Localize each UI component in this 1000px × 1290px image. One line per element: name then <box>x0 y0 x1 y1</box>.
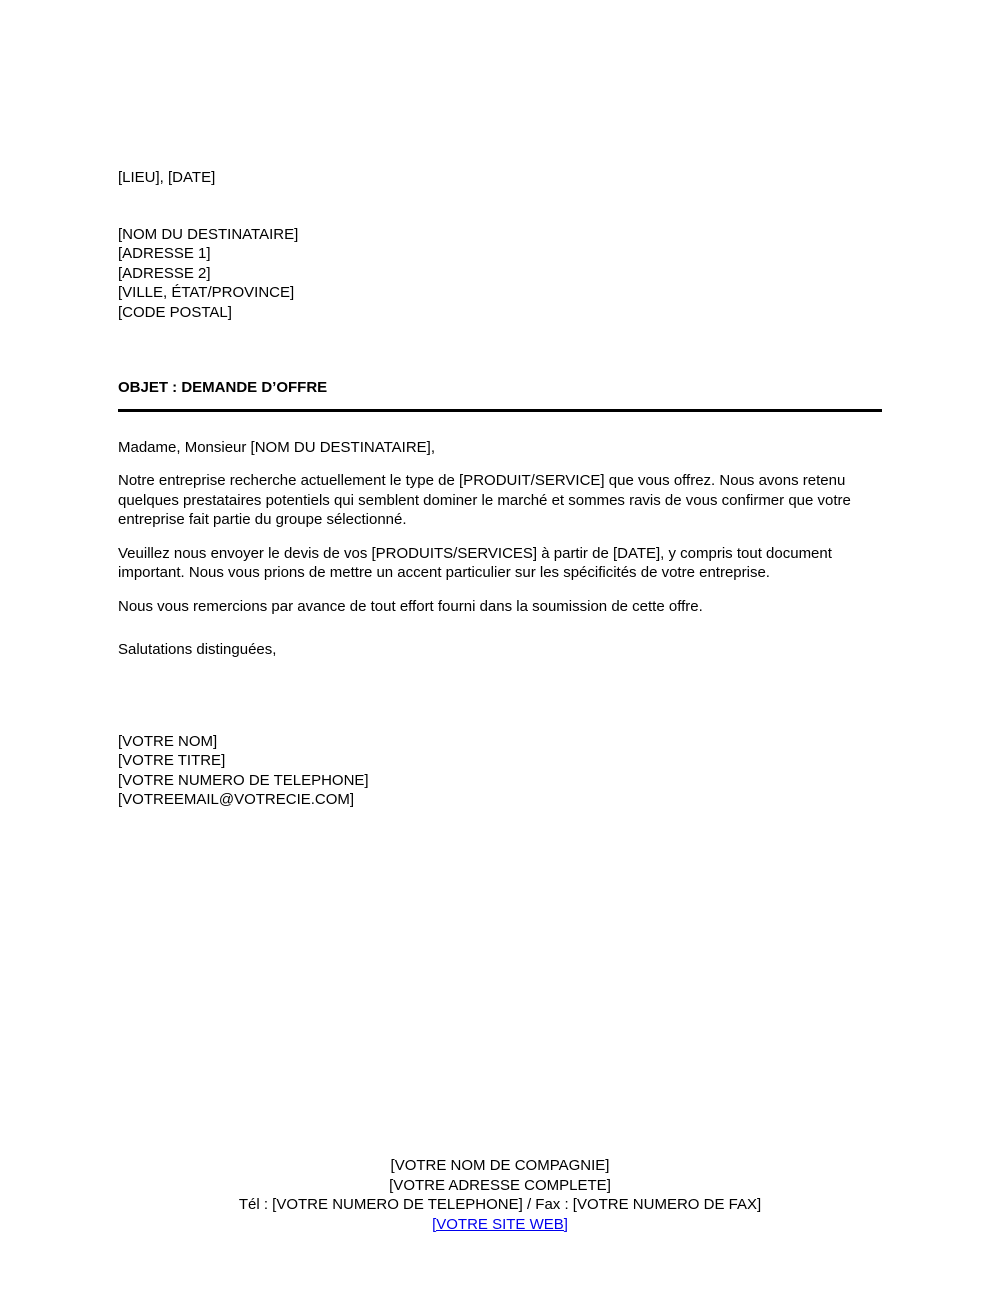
recipient-address1: [ADRESSE 1] <box>118 245 211 262</box>
footer-company-name: [VOTRE NOM DE COMPAGNIE] <box>390 1157 610 1174</box>
body-paragraph-1: Notre entreprise recherche actuellement le type de [PRODUIT/SERVICE] que vous offrez. Nous avons retenu quelques prestataires potentiels qui semblent dominer le marché et sommes ravis de vous confirmer que votre entreprise fait partie du groupe sélectionné. <box>118 472 851 528</box>
recipient-block <box>118 225 882 323</box>
signature-email: [VOTREEMAIL@VOTRECIE.COM] <box>118 791 355 808</box>
closing-line: Salutations distinguées, <box>118 641 277 658</box>
footer-tel-fax: Tél : [VOTRE NUMERO DE TELEPHONE] / Fax : [VOTRE NUMERO DE FAX] <box>238 1196 762 1213</box>
footer-website-link[interactable]: [VOTRE SITE WEB] <box>432 1215 568 1233</box>
recipient-address2: [ADRESSE 2] <box>118 264 211 282</box>
salutation-line: Madame, Monsieur [NOM DU DESTINATAIRE], <box>118 438 436 456</box>
signature-title: [VOTRE TITRE] <box>118 752 226 769</box>
letter-footer <box>0 1156 1000 1234</box>
signature-phone: [VOTRE NUMERO DE TELEPHONE] <box>118 771 369 789</box>
subject-line: OBJET : DEMANDE D’OFFRE <box>118 378 882 412</box>
recipient-name: [NOM DU DESTINATAIRE] <box>118 225 299 243</box>
recipient-city-state: [VILLE, ÉTAT/PROVINCE] <box>118 284 295 301</box>
body-paragraph-2: Veuillez nous envoyer le devis de vos [PRODUITS/SERVICES] à partir de [DATE], y compris tout document important. Nous vous prions de mettre un accent particulier sur les spécificités de votre entreprise. <box>118 544 832 581</box>
signature-block <box>118 732 882 810</box>
footer-company-address: [VOTRE ADRESSE COMPLETE] <box>389 1176 611 1194</box>
body-paragraph-3: Nous vous remercions par avance de tout effort fourni dans la soumission de cette offre. <box>118 597 703 615</box>
signature-name: [VOTRE NOM] <box>118 732 218 750</box>
recipient-postal-code: [CODE POSTAL] <box>118 303 232 321</box>
place-date-line: [LIEU], [DATE] <box>118 169 216 186</box>
